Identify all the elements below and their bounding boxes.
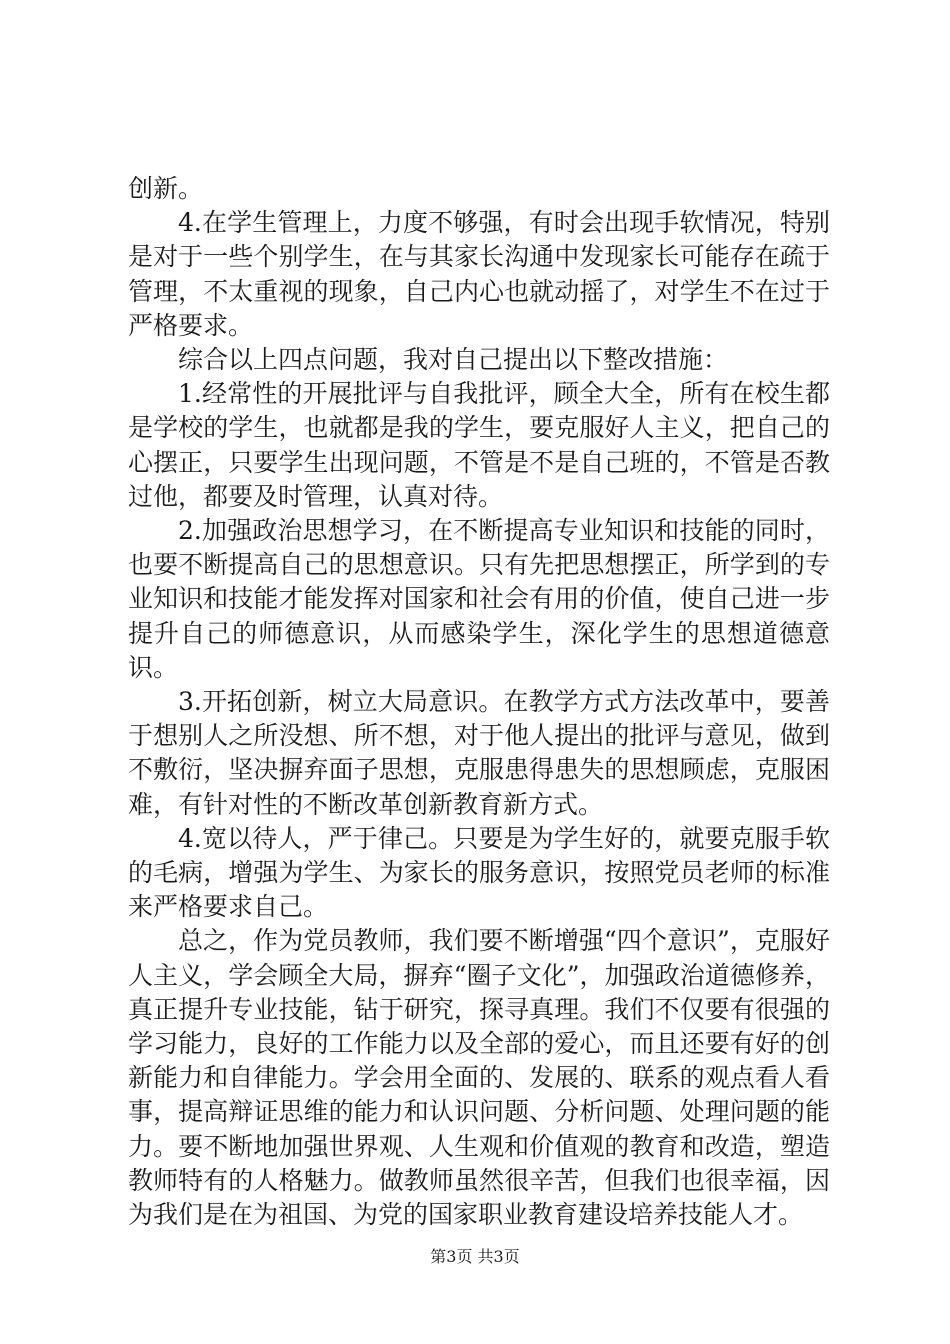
- paragraph-measure-4: 4.宽以待人，严于律己。只要是为学生好的，就要克服手软的毛病，增强为学生、为家长的服务意识，按照党员老师的标准来严格要求自己。: [128, 823, 830, 922]
- paragraph-conclusion: 总之，作为党员教师，我们要不断增强“四个意识”，克服好人主义，学会顾全大局，摒弃“圈子文化”，加强政治道德修养，真正提升专业技能，钻于研究，探寻真理。我们不仅要有很强的学习能力，良好的工作能力以及全部的爱心，而且还要有好的创新能力和自律能力。学会用全面的、发展的、联系的观点看人看事，提高辩证思维的能力和认识问题、分析问题、处理问题的能力。要不断地加强世界观、人生观和价值观的教育和改造，塑造教师特有的人格魅力。做教师虽然很辛苦，但我们也很幸福，因为我们是在为祖国、为党的国家职业教育建设培养技能人才。: [128, 926, 830, 1230]
- paragraph-measure-3: 3.开拓创新，树立大局意识。在教学方式方法改革中，要善于想别人之所没想、所不想，对于他人提出的批评与意见，做到不敷衍，坚决摒弃面子思想，克服患得患失的思想顾虑，克服困难，有针对性的不断改革创新教育新方式。: [128, 687, 830, 819]
- document-body: [128, 172, 830, 1232]
- paragraph-measure-1: 1.经常性的开展批评与自我批评，顾全大全，所有在校生都是学校的学生，也就都是我的学生，要克服好人主义，把自己的心摆正，只要学生出现问题，不管是不是自己班的，不管是否教过他，都要及时管理，认真对待。: [128, 379, 830, 511]
- paragraph-measure-2: 2.加强政治思想学习，在不断提高专业知识和技能的同时，也要不断提高自己的思想意识。只有先把思想摆正，所学到的专业知识和技能才能发挥对国家和社会有用的价值，使自己进一步提升自己的师德意识，从而感染学生，深化学生的思想道德意识。: [128, 516, 830, 682]
- paragraph-continuation: 创新。: [128, 174, 204, 203]
- paragraph-issue-4: 4.在学生管理上，力度不够强，有时会出现手软情况，特别是对于一些个别学生，在与其家长沟通中发现家长可能存在疏于管理，不太重视的现象，自己内心也就动摇了，对学生不在过于严格要求。: [128, 208, 830, 340]
- paragraph-measures-intro: 综合以上四点问题，我对自己提出以下整改措施：: [178, 345, 729, 375]
- page-number-footer: 第3页 共3页: [430, 1247, 520, 1266]
